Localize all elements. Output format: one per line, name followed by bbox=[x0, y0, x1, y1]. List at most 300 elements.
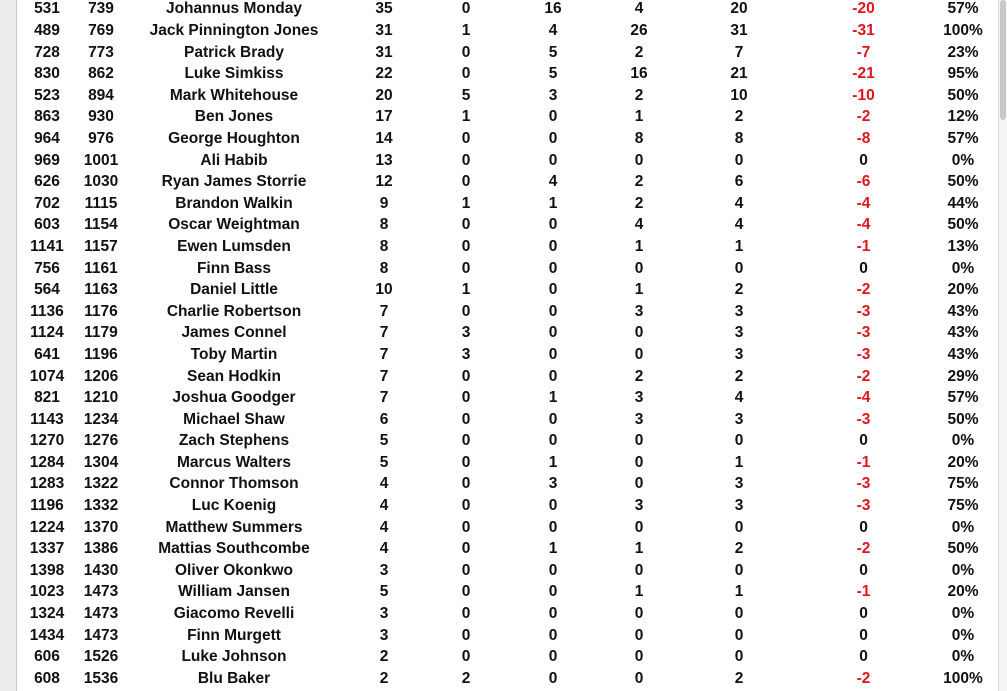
cell-col-c[interactable]: 4 bbox=[379, 497, 389, 515]
cell-difference[interactable]: -2 bbox=[856, 669, 871, 687]
cell-rank-b[interactable]: 1473 bbox=[83, 583, 119, 601]
cell-rank-a[interactable]: 964 bbox=[34, 129, 60, 147]
cell-difference[interactable]: -1 bbox=[856, 453, 871, 471]
cell-col-c[interactable]: 4 bbox=[379, 475, 389, 493]
cell-rank-b[interactable]: 1276 bbox=[83, 432, 119, 450]
cell-difference[interactable]: 0 bbox=[859, 151, 868, 169]
cell-col-g[interactable]: 0 bbox=[734, 648, 744, 666]
cell-col-g[interactable]: 3 bbox=[734, 302, 744, 320]
cell-player-name[interactable]: James Connel bbox=[181, 324, 287, 342]
cell-col-c[interactable]: 10 bbox=[375, 281, 393, 299]
cell-rank-a[interactable]: 1324 bbox=[29, 605, 65, 623]
cell-rank-b[interactable]: 1115 bbox=[84, 194, 118, 212]
cell-rank-a[interactable]: 702 bbox=[34, 194, 60, 212]
cell-col-c[interactable]: 8 bbox=[379, 237, 389, 255]
cell-col-d[interactable]: 0 bbox=[461, 43, 471, 61]
cell-percentage[interactable]: 57% bbox=[947, 0, 979, 17]
cell-rank-b[interactable]: 1526 bbox=[83, 648, 119, 666]
cell-rank-b[interactable]: 862 bbox=[88, 65, 114, 83]
cell-col-e[interactable]: 0 bbox=[548, 367, 558, 385]
cell-percentage[interactable]: 75% bbox=[947, 497, 979, 515]
cell-difference[interactable]: -20 bbox=[852, 0, 875, 17]
cell-rank-a[interactable]: 756 bbox=[34, 259, 60, 277]
cell-col-d[interactable]: 1 bbox=[461, 281, 471, 299]
cell-col-d[interactable]: 1 bbox=[461, 22, 471, 39]
cell-rank-a[interactable]: 821 bbox=[34, 389, 60, 407]
cell-percentage[interactable]: 43% bbox=[947, 302, 979, 320]
cell-percentage[interactable]: 0% bbox=[951, 648, 975, 666]
cell-col-g[interactable]: 0 bbox=[734, 605, 744, 623]
cell-col-e[interactable]: 5 bbox=[548, 65, 558, 83]
cell-difference[interactable]: -2 bbox=[856, 281, 871, 299]
cell-percentage[interactable]: 0% bbox=[951, 626, 975, 644]
cell-col-f[interactable]: 0 bbox=[634, 605, 644, 623]
cell-col-c[interactable]: 5 bbox=[379, 583, 389, 601]
cell-col-f[interactable]: 0 bbox=[634, 151, 644, 169]
cell-rank-b[interactable]: 1234 bbox=[83, 410, 119, 428]
cell-percentage[interactable]: 0% bbox=[951, 432, 975, 450]
cell-col-f[interactable]: 3 bbox=[634, 497, 644, 515]
cell-col-d[interactable]: 0 bbox=[461, 518, 471, 536]
cell-difference[interactable]: 0 bbox=[859, 259, 868, 277]
cell-col-f[interactable]: 8 bbox=[634, 129, 644, 147]
cell-col-d[interactable]: 0 bbox=[461, 410, 471, 428]
cell-player-name[interactable]: Ali Habib bbox=[200, 151, 268, 169]
cell-col-c[interactable]: 4 bbox=[379, 540, 389, 558]
cell-difference[interactable]: 0 bbox=[859, 626, 868, 644]
cell-player-name[interactable]: Johannus Monday bbox=[165, 0, 303, 17]
cell-rank-a[interactable]: 1136 bbox=[30, 302, 64, 320]
cell-col-f[interactable]: 0 bbox=[634, 324, 644, 342]
cell-rank-b[interactable]: 930 bbox=[88, 108, 114, 126]
cell-col-e[interactable]: 3 bbox=[548, 86, 558, 104]
cell-col-f[interactable]: 2 bbox=[634, 367, 644, 385]
cell-col-f[interactable]: 0 bbox=[634, 259, 644, 277]
cell-player-name[interactable]: Marcus Walters bbox=[177, 453, 291, 471]
cell-col-e[interactable]: 0 bbox=[548, 497, 558, 515]
cell-percentage[interactable]: 0% bbox=[951, 605, 975, 623]
cell-rank-b[interactable]: 1179 bbox=[84, 324, 118, 342]
cell-col-c[interactable]: 7 bbox=[379, 324, 389, 342]
cell-player-name[interactable]: Charlie Robertson bbox=[166, 302, 302, 320]
cell-difference[interactable]: -21 bbox=[852, 65, 875, 83]
cell-player-name[interactable]: Blu Baker bbox=[197, 669, 271, 687]
cell-rank-b[interactable]: 1473 bbox=[83, 605, 119, 623]
cell-col-f[interactable]: 1 bbox=[634, 108, 644, 126]
cell-rank-b[interactable]: 739 bbox=[88, 0, 114, 17]
cell-player-name[interactable]: Daniel Little bbox=[190, 281, 278, 299]
cell-col-g[interactable]: 8 bbox=[734, 129, 744, 147]
cell-col-g[interactable]: 3 bbox=[734, 497, 744, 515]
cell-col-c[interactable]: 2 bbox=[379, 669, 389, 687]
cell-difference[interactable]: -3 bbox=[856, 497, 871, 515]
cell-col-c[interactable]: 35 bbox=[375, 0, 393, 17]
cell-rank-a[interactable]: 606 bbox=[34, 648, 60, 666]
cell-col-e[interactable]: 0 bbox=[548, 237, 558, 255]
cell-rank-b[interactable]: 1332 bbox=[83, 497, 119, 515]
cell-col-f[interactable]: 1 bbox=[634, 281, 644, 299]
cell-col-g[interactable]: 2 bbox=[734, 669, 744, 687]
cell-col-c[interactable]: 17 bbox=[375, 108, 393, 126]
cell-rank-b[interactable]: 773 bbox=[88, 43, 114, 61]
cell-player-name[interactable]: Ryan James Storrie bbox=[161, 173, 307, 191]
cell-col-e[interactable]: 5 bbox=[548, 43, 558, 61]
cell-percentage[interactable]: 43% bbox=[947, 345, 979, 363]
cell-difference[interactable]: -3 bbox=[856, 475, 871, 493]
cell-percentage[interactable]: 0% bbox=[951, 151, 975, 169]
cell-col-g[interactable]: 2 bbox=[734, 281, 744, 299]
cell-col-c[interactable]: 12 bbox=[375, 173, 393, 191]
cell-rank-a[interactable]: 728 bbox=[34, 43, 60, 61]
cell-percentage[interactable]: 75% bbox=[947, 475, 979, 493]
cell-col-d[interactable]: 2 bbox=[461, 669, 471, 687]
cell-col-d[interactable]: 0 bbox=[461, 367, 471, 385]
cell-col-c[interactable]: 5 bbox=[379, 432, 389, 450]
cell-col-c[interactable]: 8 bbox=[379, 216, 389, 234]
cell-percentage[interactable]: 50% bbox=[947, 410, 979, 428]
cell-col-f[interactable]: 0 bbox=[634, 475, 644, 493]
cell-col-f[interactable]: 1 bbox=[634, 237, 644, 255]
cell-col-e[interactable]: 3 bbox=[548, 475, 558, 493]
cell-col-f[interactable]: 2 bbox=[634, 173, 644, 191]
cell-percentage[interactable]: 12% bbox=[947, 108, 979, 126]
cell-rank-a[interactable]: 1023 bbox=[29, 583, 65, 601]
cell-rank-a[interactable]: 1143 bbox=[30, 410, 64, 428]
cell-col-f[interactable]: 4 bbox=[634, 216, 644, 234]
cell-player-name[interactable]: William Jansen bbox=[178, 583, 290, 601]
cell-col-d[interactable]: 0 bbox=[461, 453, 471, 471]
cell-col-g[interactable]: 0 bbox=[734, 259, 744, 277]
cell-rank-a[interactable]: 564 bbox=[34, 281, 60, 299]
cell-rank-b[interactable]: 1430 bbox=[83, 561, 119, 579]
cell-col-e[interactable]: 0 bbox=[548, 129, 558, 147]
cell-col-f[interactable]: 1 bbox=[634, 583, 644, 601]
cell-col-c[interactable]: 7 bbox=[379, 367, 389, 385]
cell-col-g[interactable]: 2 bbox=[734, 540, 744, 558]
cell-player-name[interactable]: Finn Bass bbox=[196, 259, 272, 277]
cell-col-c[interactable]: 3 bbox=[379, 561, 389, 579]
cell-difference[interactable]: -3 bbox=[856, 345, 871, 363]
cell-col-e[interactable]: 0 bbox=[548, 669, 558, 687]
cell-difference[interactable]: 0 bbox=[859, 605, 868, 623]
cell-difference[interactable]: -4 bbox=[856, 194, 871, 212]
cell-percentage[interactable]: 100% bbox=[943, 22, 983, 39]
cell-percentage[interactable]: 0% bbox=[951, 259, 975, 277]
cell-difference[interactable]: -3 bbox=[856, 302, 871, 320]
cell-rank-b[interactable]: 1206 bbox=[83, 367, 119, 385]
cell-rank-b[interactable]: 1161 bbox=[84, 259, 118, 277]
cell-player-name[interactable]: Luke Johnson bbox=[181, 648, 287, 666]
cell-col-g[interactable]: 0 bbox=[734, 626, 744, 644]
cell-percentage[interactable]: 20% bbox=[947, 281, 979, 299]
cell-player-name[interactable]: Michael Shaw bbox=[183, 410, 285, 428]
cell-col-d[interactable]: 3 bbox=[461, 345, 471, 363]
cell-col-f[interactable]: 0 bbox=[634, 561, 644, 579]
cell-rank-a[interactable]: 969 bbox=[34, 151, 60, 169]
cell-col-g[interactable]: 3 bbox=[734, 410, 744, 428]
cell-col-e[interactable]: 16 bbox=[544, 0, 562, 17]
cell-difference[interactable]: 0 bbox=[859, 518, 868, 536]
cell-percentage[interactable]: 13% bbox=[947, 237, 979, 255]
cell-col-c[interactable]: 3 bbox=[379, 626, 389, 644]
cell-col-e[interactable]: 4 bbox=[548, 173, 558, 191]
cell-col-e[interactable]: 0 bbox=[548, 151, 558, 169]
cell-col-f[interactable]: 0 bbox=[634, 345, 644, 363]
cell-difference[interactable]: -6 bbox=[856, 173, 871, 191]
cell-rank-a[interactable]: 489 bbox=[34, 22, 60, 39]
cell-col-d[interactable]: 0 bbox=[461, 475, 471, 493]
cell-player-name[interactable]: Jack Pinnington Jones bbox=[149, 22, 319, 39]
cell-player-name[interactable]: Joshua Goodger bbox=[172, 389, 296, 407]
cell-col-c[interactable]: 9 bbox=[379, 194, 389, 212]
cell-col-f[interactable]: 3 bbox=[634, 410, 644, 428]
cell-rank-b[interactable]: 894 bbox=[88, 86, 114, 104]
cell-percentage[interactable]: 20% bbox=[947, 453, 979, 471]
cell-rank-b[interactable]: 1536 bbox=[83, 669, 119, 687]
cell-col-g[interactable]: 20 bbox=[730, 0, 748, 17]
cell-col-f[interactable]: 16 bbox=[630, 65, 648, 83]
cell-col-g[interactable]: 0 bbox=[734, 151, 744, 169]
cell-player-name[interactable]: Luc Koenig bbox=[191, 497, 277, 515]
cell-difference[interactable]: 0 bbox=[859, 561, 868, 579]
cell-col-g[interactable]: 7 bbox=[734, 43, 744, 61]
cell-col-c[interactable]: 8 bbox=[379, 259, 389, 277]
cell-col-f[interactable]: 2 bbox=[634, 43, 644, 61]
cell-rank-b[interactable]: 1001 bbox=[83, 151, 119, 169]
cell-col-g[interactable]: 4 bbox=[734, 216, 744, 234]
cell-percentage[interactable]: 50% bbox=[947, 173, 979, 191]
cell-rank-b[interactable]: 1473 bbox=[83, 626, 119, 644]
cell-col-e[interactable]: 0 bbox=[548, 216, 558, 234]
cell-col-g[interactable]: 1 bbox=[734, 583, 744, 601]
cell-player-name[interactable]: Brandon Walkin bbox=[175, 194, 293, 212]
cell-col-f[interactable]: 0 bbox=[634, 669, 644, 687]
cell-col-g[interactable]: 0 bbox=[734, 518, 744, 536]
cell-col-c[interactable]: 7 bbox=[379, 345, 389, 363]
cell-col-d[interactable]: 0 bbox=[461, 129, 471, 147]
cell-col-f[interactable]: 0 bbox=[634, 518, 644, 536]
cell-rank-a[interactable]: 1124 bbox=[30, 324, 64, 342]
cell-player-name[interactable]: Zach Stephens bbox=[178, 432, 290, 450]
cell-col-c[interactable]: 2 bbox=[379, 648, 389, 666]
cell-difference[interactable]: -4 bbox=[856, 216, 871, 234]
cell-col-e[interactable]: 1 bbox=[548, 194, 558, 212]
cell-col-d[interactable]: 0 bbox=[461, 561, 471, 579]
cell-difference[interactable]: -8 bbox=[856, 129, 871, 147]
cell-col-f[interactable]: 0 bbox=[634, 626, 644, 644]
cell-col-g[interactable]: 2 bbox=[734, 108, 744, 126]
cell-col-c[interactable]: 31 bbox=[375, 22, 393, 39]
cell-player-name[interactable]: Giacomo Revelli bbox=[173, 605, 295, 623]
cell-rank-a[interactable]: 1141 bbox=[30, 237, 64, 255]
cell-player-name[interactable]: Sean Hodkin bbox=[187, 367, 281, 385]
vertical-scrollbar[interactable] bbox=[998, 0, 1007, 691]
cell-difference[interactable]: -3 bbox=[856, 410, 871, 428]
cell-rank-b[interactable]: 1176 bbox=[84, 302, 118, 320]
cell-col-f[interactable]: 4 bbox=[634, 0, 644, 17]
cell-col-c[interactable]: 3 bbox=[379, 605, 389, 623]
cell-difference[interactable]: 0 bbox=[859, 432, 868, 450]
cell-col-c[interactable]: 22 bbox=[375, 65, 393, 83]
cell-col-f[interactable]: 1 bbox=[634, 540, 644, 558]
cell-rank-a[interactable]: 1337 bbox=[29, 540, 65, 558]
cell-col-c[interactable]: 7 bbox=[379, 302, 389, 320]
cell-difference[interactable]: -2 bbox=[856, 108, 871, 126]
cell-rank-a[interactable]: 1434 bbox=[29, 626, 65, 644]
cell-col-d[interactable]: 0 bbox=[461, 151, 471, 169]
cell-col-c[interactable]: 13 bbox=[375, 151, 393, 169]
cell-col-f[interactable]: 0 bbox=[634, 648, 644, 666]
cell-col-d[interactable]: 0 bbox=[461, 237, 471, 255]
cell-percentage[interactable]: 50% bbox=[947, 86, 979, 104]
cell-col-g[interactable]: 2 bbox=[734, 367, 744, 385]
cell-col-g[interactable]: 10 bbox=[730, 86, 748, 104]
cell-col-d[interactable]: 0 bbox=[461, 389, 471, 407]
cell-col-e[interactable]: 0 bbox=[548, 561, 558, 579]
cell-col-c[interactable]: 7 bbox=[379, 389, 389, 407]
cell-col-c[interactable]: 14 bbox=[375, 129, 393, 147]
cell-player-name[interactable]: Oscar Weightman bbox=[168, 216, 300, 234]
cell-percentage[interactable]: 23% bbox=[947, 43, 979, 61]
cell-difference[interactable]: -2 bbox=[856, 540, 871, 558]
cell-col-d[interactable]: 0 bbox=[461, 259, 471, 277]
cell-percentage[interactable]: 95% bbox=[947, 65, 979, 83]
cell-rank-b[interactable]: 1030 bbox=[83, 173, 119, 191]
cell-col-d[interactable]: 3 bbox=[461, 324, 471, 342]
cell-rank-b[interactable]: 1210 bbox=[83, 389, 119, 407]
cell-rank-a[interactable]: 1196 bbox=[30, 497, 64, 515]
cell-rank-b[interactable]: 1157 bbox=[84, 237, 118, 255]
cell-rank-b[interactable]: 1154 bbox=[84, 216, 118, 234]
cell-player-name[interactable]: Ewen Lumsden bbox=[177, 237, 291, 255]
cell-col-f[interactable]: 2 bbox=[634, 194, 644, 212]
cell-col-e[interactable]: 1 bbox=[548, 453, 558, 471]
cell-percentage[interactable]: 29% bbox=[947, 367, 979, 385]
cell-rank-a[interactable]: 830 bbox=[34, 65, 60, 83]
cell-col-g[interactable]: 21 bbox=[730, 65, 748, 83]
cell-col-d[interactable]: 0 bbox=[461, 648, 471, 666]
cell-rank-b[interactable]: 1322 bbox=[83, 475, 119, 493]
cell-col-g[interactable]: 0 bbox=[734, 561, 744, 579]
cell-rank-a[interactable]: 626 bbox=[34, 173, 60, 191]
cell-rank-b[interactable]: 1163 bbox=[84, 281, 118, 299]
cell-col-c[interactable]: 4 bbox=[379, 518, 389, 536]
scrollbar-thumb[interactable] bbox=[1000, 0, 1006, 120]
cell-col-e[interactable]: 0 bbox=[548, 410, 558, 428]
cell-col-e[interactable]: 4 bbox=[548, 22, 558, 39]
cell-col-g[interactable]: 4 bbox=[734, 389, 744, 407]
cell-col-e[interactable]: 0 bbox=[548, 302, 558, 320]
cell-rank-a[interactable]: 608 bbox=[34, 669, 60, 687]
cell-col-g[interactable]: 1 bbox=[734, 453, 744, 471]
cell-col-e[interactable]: 0 bbox=[548, 626, 558, 644]
cell-rank-b[interactable]: 1370 bbox=[83, 518, 119, 536]
cell-col-d[interactable]: 0 bbox=[461, 583, 471, 601]
cell-rank-a[interactable]: 523 bbox=[34, 86, 60, 104]
cell-col-d[interactable]: 0 bbox=[461, 0, 471, 17]
cell-rank-a[interactable]: 1284 bbox=[29, 453, 65, 471]
cell-difference[interactable]: -1 bbox=[856, 583, 871, 601]
cell-difference[interactable]: -7 bbox=[856, 43, 871, 61]
cell-percentage[interactable]: 57% bbox=[947, 389, 979, 407]
cell-col-g[interactable]: 31 bbox=[730, 22, 748, 39]
cell-col-d[interactable]: 0 bbox=[461, 540, 471, 558]
cell-rank-a[interactable]: 641 bbox=[34, 345, 60, 363]
cell-col-e[interactable]: 0 bbox=[548, 605, 558, 623]
cell-col-e[interactable]: 0 bbox=[548, 518, 558, 536]
cell-col-e[interactable]: 0 bbox=[548, 259, 558, 277]
cell-col-e[interactable]: 1 bbox=[548, 540, 558, 558]
cell-percentage[interactable]: 44% bbox=[947, 194, 979, 212]
cell-difference[interactable]: -31 bbox=[852, 22, 875, 39]
cell-difference[interactable]: -4 bbox=[856, 389, 871, 407]
cell-difference[interactable]: -1 bbox=[856, 237, 871, 255]
cell-col-e[interactable]: 0 bbox=[548, 108, 558, 126]
cell-rank-b[interactable]: 769 bbox=[88, 22, 114, 39]
cell-col-f[interactable]: 26 bbox=[630, 22, 648, 39]
cell-difference[interactable]: -2 bbox=[856, 367, 871, 385]
cell-col-f[interactable]: 0 bbox=[634, 453, 644, 471]
cell-rank-b[interactable]: 1196 bbox=[84, 345, 118, 363]
cell-rank-a[interactable]: 1270 bbox=[29, 432, 65, 450]
cell-col-d[interactable]: 0 bbox=[461, 626, 471, 644]
cell-col-c[interactable]: 6 bbox=[379, 410, 389, 428]
cell-col-e[interactable]: 0 bbox=[548, 324, 558, 342]
cell-col-e[interactable]: 0 bbox=[548, 432, 558, 450]
cell-player-name[interactable]: Ben Jones bbox=[194, 108, 274, 126]
cell-col-g[interactable]: 1 bbox=[734, 237, 744, 255]
cell-col-g[interactable]: 6 bbox=[734, 173, 744, 191]
cell-col-d[interactable]: 0 bbox=[461, 216, 471, 234]
cell-col-e[interactable]: 0 bbox=[548, 583, 558, 601]
cell-player-name[interactable]: Patrick Brady bbox=[184, 43, 284, 61]
cell-percentage[interactable]: 57% bbox=[947, 129, 979, 147]
cell-col-f[interactable]: 3 bbox=[634, 389, 644, 407]
cell-col-d[interactable]: 5 bbox=[461, 86, 471, 104]
cell-percentage[interactable]: 43% bbox=[947, 324, 979, 342]
cell-rank-a[interactable]: 1283 bbox=[29, 475, 65, 493]
cell-player-name[interactable]: Toby Martin bbox=[190, 345, 278, 363]
cell-col-d[interactable]: 0 bbox=[461, 65, 471, 83]
cell-percentage[interactable]: 20% bbox=[947, 583, 979, 601]
cell-player-name[interactable]: Finn Murgett bbox=[187, 626, 281, 644]
cell-col-g[interactable]: 4 bbox=[734, 194, 744, 212]
cell-player-name[interactable]: Oliver Okonkwo bbox=[174, 561, 293, 579]
cell-rank-a[interactable]: 531 bbox=[34, 0, 60, 17]
cell-col-e[interactable]: 0 bbox=[548, 648, 558, 666]
cell-col-c[interactable]: 31 bbox=[375, 43, 393, 61]
cell-percentage[interactable]: 0% bbox=[951, 518, 975, 536]
cell-player-name[interactable]: Connor Thomson bbox=[169, 475, 299, 493]
cell-percentage[interactable]: 100% bbox=[943, 669, 983, 687]
cell-col-f[interactable]: 2 bbox=[634, 86, 644, 104]
cell-rank-b[interactable]: 976 bbox=[88, 129, 114, 147]
cell-col-d[interactable]: 0 bbox=[461, 497, 471, 515]
cell-percentage[interactable]: 50% bbox=[947, 540, 979, 558]
cell-col-f[interactable]: 0 bbox=[634, 432, 644, 450]
cell-difference[interactable]: -3 bbox=[856, 324, 871, 342]
cell-col-d[interactable]: 1 bbox=[461, 194, 471, 212]
cell-col-g[interactable]: 3 bbox=[734, 324, 744, 342]
cell-col-c[interactable]: 20 bbox=[375, 86, 393, 104]
cell-col-g[interactable]: 3 bbox=[734, 475, 744, 493]
cell-col-e[interactable]: 0 bbox=[548, 345, 558, 363]
cell-col-e[interactable]: 1 bbox=[548, 389, 558, 407]
cell-player-name[interactable]: Matthew Summers bbox=[165, 518, 303, 536]
cell-rank-a[interactable]: 1224 bbox=[29, 518, 65, 536]
cell-rank-a[interactable]: 603 bbox=[34, 216, 60, 234]
cell-rank-b[interactable]: 1386 bbox=[83, 540, 119, 558]
